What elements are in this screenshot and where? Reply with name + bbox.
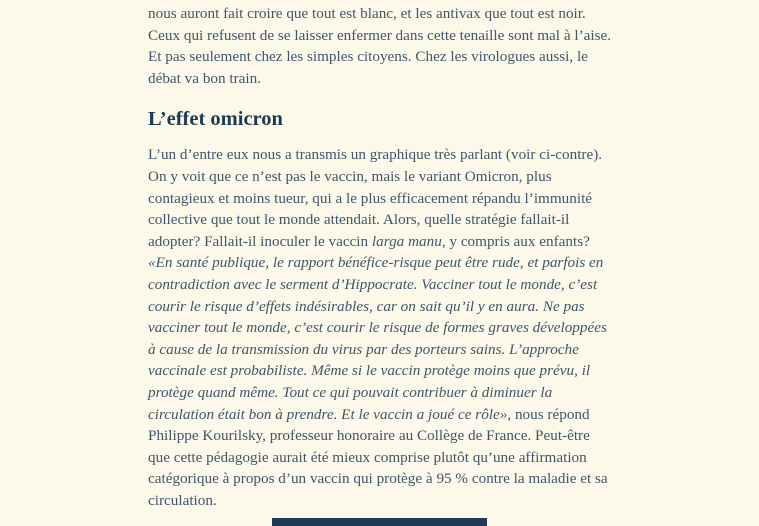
paragraph-omicron-middle: , y compris aux enfants?	[441, 232, 590, 250]
next-block-peek	[272, 518, 487, 526]
section-heading: L’effet omicron	[148, 108, 283, 131]
paragraph-continued: nous auront fait croire que tout est blanc, et les antivax que tout est noir. Ceux qui refusent de se laisser enfermer dans cette tenaille sont mal à l’aise. Et pas seulement chez les simples citoyens. Chez les virologues aussi, le débat va bon train.	[148, 5, 612, 87]
paragraph-omicron	[148, 144, 614, 511]
expert-quote: «En santé publique, le rapport bénéfice-risque peut être rude, et parfois en contradiction avec le serment d’Hippocrate. Vacciner tout le monde, c’est courir le risque d’effets indésirables, car on sait qu’il y en aura. Ne pas vacciner tout le monde, c’est courir le risque de formes graves développées à cause de la transmission du virus par des porteurs sains. L’approche vaccinale est probabiliste. Même si le vaccin protège moins que prévu, il protège quand même. Tout ce qui pouvait contribuer à diminuer la circulation était bon à prendre. Et le vaccin a joué ce rôle»	[148, 254, 607, 423]
paragraph-omicron-lead: L’un d’entre eux nous a transmis un graphique très parlant (voir ci-contre). On y voit que ce n’est pas le vaccin, mais le variant Omicron, plus contagieux et moins tueur, qui a le plus efficacement répandu l’immunité collective que tout le monde attendait. Alors, quelle stratégie fallait-il adopter? Fallait-il inoculer le vaccin	[148, 146, 603, 250]
latin-phrase: larga manu	[371, 232, 442, 250]
quote-attribution: , nous répond Philippe Kourilsky, professeur honoraire au Collège de France. Peut-être que cette pédagogie aurait été mieux comprise plutôt qu’une affirmation catégorique à propos d’un vaccin qui protège à 95 % contre la maladie et sa circulation.	[148, 405, 608, 509]
article-body	[148, 0, 614, 511]
